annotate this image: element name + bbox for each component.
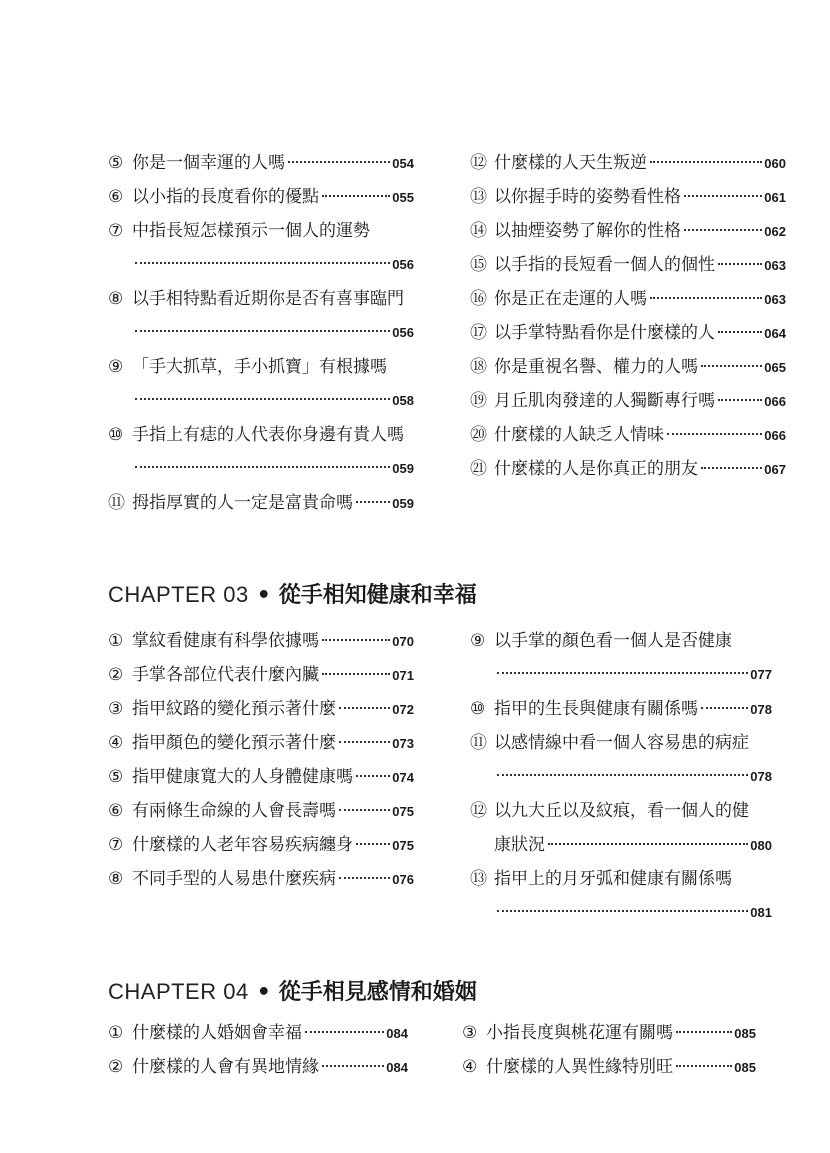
entry-page: 065 — [764, 360, 786, 375]
entry-title: 以手指的長短看一個人的個性 — [494, 255, 715, 275]
entry-page: 072 — [392, 702, 414, 717]
toc-entry[interactable] — [470, 418, 786, 452]
entry-page: 071 — [392, 668, 414, 683]
entry-title: 「手大抓草，手小抓寶」有根據嗎 — [132, 357, 387, 377]
entry-title: 什麼樣的人婚姻會幸福 — [132, 1023, 302, 1043]
entry-number: ② — [108, 665, 124, 685]
entry-number: ⑧ — [108, 289, 124, 309]
entry-title: 你是正在走運的人嗎 — [494, 289, 647, 309]
entry-page: 063 — [764, 258, 786, 273]
entry-page: 084 — [386, 1060, 408, 1075]
entry-page: 077 — [750, 667, 772, 682]
entry-number: ⑦ — [108, 835, 124, 855]
chapter-title: 從手相見感情和婚姻 — [278, 979, 477, 1005]
entry-page: 067 — [764, 462, 786, 477]
entry-title: 什麼樣的人缺乏人情味 — [494, 425, 664, 445]
entry-number: ⑥ — [108, 187, 124, 207]
dot-leader — [356, 775, 390, 777]
toc-entry[interactable] — [108, 692, 414, 726]
entry-title: 以你握手時的姿勢看性格 — [494, 187, 681, 207]
entry-page: 059 — [392, 496, 414, 511]
entry-title: 你是重視名譽、權力的人嗎 — [494, 357, 698, 377]
entry-number: ⑭ — [470, 221, 487, 241]
toc-entry[interactable] — [108, 760, 414, 794]
entry-title: 手指上有痣的人代表你身邊有貴人嗎 — [132, 425, 404, 445]
entry-page: 056 — [392, 325, 414, 340]
toc-entry[interactable] — [470, 452, 786, 486]
toc-entry[interactable] — [470, 350, 786, 384]
entry-number: ⑧ — [108, 869, 124, 889]
dot-leader — [135, 262, 390, 264]
toc-section-02-right — [470, 146, 786, 486]
entry-number: ① — [108, 631, 124, 651]
dot-leader — [339, 741, 390, 743]
toc-entry[interactable] — [470, 180, 786, 214]
toc-entry[interactable] — [108, 1050, 408, 1084]
entry-page: 066 — [764, 394, 786, 409]
entry-page: 058 — [392, 393, 414, 408]
entry-number: ⑲ — [470, 391, 487, 411]
entry-title: 掌紋看健康有科學依據嗎 — [132, 631, 319, 651]
entry-number: ⑨ — [108, 357, 124, 377]
toc-entry[interactable] — [108, 418, 414, 452]
toc-entry[interactable] — [108, 828, 414, 862]
toc-entry[interactable] — [108, 180, 414, 214]
entry-page: 063 — [764, 292, 786, 307]
dot-leader — [497, 672, 748, 674]
entry-title: 拇指厚實的人一定是富貴命嗎 — [132, 493, 353, 513]
dot-leader — [718, 399, 762, 401]
toc-entry-continuation[interactable] — [108, 248, 414, 282]
entry-page: 080 — [750, 838, 772, 853]
entry-title-continued: 康狀況 — [494, 835, 545, 855]
toc-entry[interactable] — [108, 862, 414, 896]
dot-leader — [339, 877, 390, 879]
entry-title: 中指長短怎樣預示一個人的運勢 — [132, 221, 370, 241]
chapter-label: CHAPTER 03 — [108, 582, 249, 607]
entry-number: ⑱ — [470, 357, 487, 377]
entry-title: 指甲紋路的變化預示著什麼 — [132, 699, 336, 719]
entry-number: ⑦ — [108, 221, 124, 241]
dot-leader — [701, 365, 762, 367]
entry-title: 以抽煙姿勢了解你的性格 — [494, 221, 681, 241]
toc-entry[interactable] — [470, 862, 772, 896]
dot-leader — [288, 161, 390, 163]
entry-page: 078 — [750, 769, 772, 784]
entry-number: ⑤ — [108, 153, 124, 173]
entry-title: 小指長度與桃花運有關嗎 — [486, 1023, 673, 1043]
chapter-03-heading — [108, 578, 477, 609]
dot-leader — [701, 467, 762, 469]
entry-title: 什麼樣的人天生叛逆 — [494, 153, 647, 173]
dot-leader — [322, 1065, 384, 1067]
dot-leader — [339, 809, 390, 811]
entry-number: ⑤ — [108, 767, 124, 787]
entry-page: 076 — [392, 872, 414, 887]
entry-number: ⑯ — [470, 289, 487, 309]
toc-entry[interactable] — [108, 726, 414, 760]
dot-leader — [497, 774, 748, 776]
toc-entry[interactable] — [470, 384, 786, 418]
entry-page: 059 — [392, 461, 414, 476]
entry-title: 指甲的生長與健康有關係嗎 — [494, 699, 698, 719]
entry-number: ④ — [108, 733, 124, 753]
entry-number: ⑫ — [470, 801, 487, 821]
entry-number: ③ — [462, 1023, 478, 1043]
toc-entry[interactable] — [108, 1016, 408, 1050]
entry-title: 指甲健康寬大的人身體健康嗎 — [132, 767, 353, 787]
dot-leader — [322, 639, 390, 641]
toc-entry[interactable] — [108, 282, 414, 316]
entry-number: ⑬ — [470, 187, 487, 207]
dot-leader — [650, 161, 762, 163]
dot-leader — [684, 195, 762, 197]
entry-number: ⑬ — [470, 869, 487, 889]
entry-page: 084 — [386, 1026, 408, 1041]
entry-title: 什麼樣的人會有異地情緣 — [132, 1057, 319, 1077]
dot-leader — [356, 843, 390, 845]
chapter-label: CHAPTER 04 — [108, 979, 249, 1004]
toc-chapter-03-right — [470, 624, 772, 930]
entry-title: 什麼樣的人老年容易疾病纏身 — [132, 835, 353, 855]
entry-title: 月丘肌肉發達的人獨斷專行嗎 — [494, 391, 715, 411]
entry-title: 手掌各部位代表什麼內臟 — [132, 665, 319, 685]
toc-entry-continuation[interactable] — [470, 896, 772, 930]
dot-leader — [322, 673, 390, 675]
entry-number: ⑩ — [108, 425, 124, 445]
dot-leader — [667, 433, 762, 435]
toc-entry[interactable] — [462, 1016, 756, 1050]
toc-entry[interactable] — [470, 146, 786, 180]
toc-entry[interactable] — [470, 282, 786, 316]
entry-number: ㉑ — [470, 459, 487, 479]
toc-entry[interactable] — [470, 794, 772, 828]
entry-title: 你是一個幸運的人嗎 — [132, 153, 285, 173]
entry-title: 不同手型的人易患什麼疾病 — [132, 869, 336, 889]
toc-chapter-04-right — [462, 1016, 756, 1084]
dot-leader — [135, 330, 390, 332]
entry-number: ③ — [108, 699, 124, 719]
toc-entry[interactable] — [470, 692, 772, 726]
dot-leader — [718, 331, 762, 333]
entry-number: ⑩ — [470, 699, 486, 719]
dot-leader — [676, 1031, 732, 1033]
toc-entry[interactable] — [470, 726, 772, 760]
dot-leader — [650, 297, 762, 299]
entry-number: ⑥ — [108, 801, 124, 821]
entry-page: 075 — [392, 838, 414, 853]
entry-page: 081 — [750, 905, 772, 920]
entry-page: 073 — [392, 736, 414, 751]
entry-number: ⑳ — [470, 425, 487, 445]
toc-entry[interactable] — [470, 248, 786, 282]
entry-number: ⑪ — [470, 733, 487, 753]
entry-title: 指甲上的月牙弧和健康有關係嗎 — [494, 869, 732, 889]
dot-leader — [548, 843, 748, 845]
chapter-title: 從手相知健康和幸福 — [278, 582, 477, 608]
entry-number: ⑨ — [470, 631, 486, 651]
dot-leader — [135, 466, 390, 468]
entry-title: 以小指的長度看你的優點 — [132, 187, 319, 207]
dot-leader — [718, 263, 762, 265]
entry-page: 085 — [734, 1026, 756, 1041]
entry-title: 什麼樣的人是你真正的朋友 — [494, 459, 698, 479]
entry-page: 070 — [392, 634, 414, 649]
entry-page: 062 — [764, 224, 786, 239]
chapter-separator: • — [256, 980, 271, 1005]
entry-page: 085 — [734, 1060, 756, 1075]
entry-page: 066 — [764, 428, 786, 443]
entry-title: 有兩條生命線的人會長壽嗎 — [132, 801, 336, 821]
chapter-separator: • — [256, 583, 271, 608]
dot-leader — [701, 707, 748, 709]
dot-leader — [322, 195, 390, 197]
entry-page: 078 — [750, 702, 772, 717]
toc-entry[interactable] — [108, 794, 414, 828]
toc-entry-continuation[interactable] — [470, 828, 772, 862]
chapter-04-heading — [108, 975, 477, 1006]
toc-entry[interactable] — [108, 350, 414, 384]
entry-title: 以九大丘以及紋痕，看一個人的健 — [494, 801, 749, 821]
toc-entry[interactable] — [108, 146, 414, 180]
toc-entry-continuation[interactable] — [108, 316, 414, 350]
entry-number: ① — [108, 1023, 124, 1043]
toc-entry-continuation[interactable] — [108, 452, 414, 486]
toc-entry-continuation[interactable] — [108, 384, 414, 418]
entry-number: ④ — [462, 1057, 478, 1077]
toc-entry[interactable] — [108, 658, 414, 692]
toc-entry[interactable] — [108, 624, 414, 658]
toc-chapter-04-left — [108, 1016, 408, 1084]
entry-title: 指甲顏色的變化預示著什麼 — [132, 733, 336, 753]
entry-number: ② — [108, 1057, 124, 1077]
toc-entry[interactable] — [108, 214, 414, 248]
entry-title: 以手掌的顏色看一個人是否健康 — [494, 631, 732, 651]
entry-page: 064 — [764, 326, 786, 341]
dot-leader — [305, 1031, 384, 1033]
dot-leader — [356, 501, 390, 503]
dot-leader — [676, 1065, 732, 1067]
toc-entry-continuation[interactable] — [470, 658, 772, 692]
toc-section-02-left — [108, 146, 414, 520]
entry-number: ⑮ — [470, 255, 487, 275]
entry-title: 以感情線中看一個人容易患的病症 — [494, 733, 749, 753]
toc-chapter-03-left — [108, 624, 414, 896]
toc-entry[interactable] — [470, 316, 786, 350]
entry-title: 什麼樣的人異性緣特別旺 — [486, 1057, 673, 1077]
entry-title: 以手相特點看近期你是否有喜事臨門 — [132, 289, 404, 309]
dot-leader — [684, 229, 762, 231]
entry-page: 074 — [392, 770, 414, 785]
entry-page: 055 — [392, 190, 414, 205]
entry-page: 060 — [764, 156, 786, 171]
entry-page: 075 — [392, 804, 414, 819]
entry-title: 以手掌特點看你是什麼樣的人 — [494, 323, 715, 343]
toc-entry[interactable] — [108, 486, 414, 520]
entry-number: ⑫ — [470, 153, 487, 173]
entry-number: ⑰ — [470, 323, 487, 343]
dot-leader — [497, 910, 748, 912]
toc-entry[interactable] — [470, 624, 772, 658]
entry-page: 054 — [392, 156, 414, 171]
dot-leader — [135, 398, 390, 400]
entry-page: 056 — [392, 257, 414, 272]
toc-entry[interactable] — [470, 214, 786, 248]
entry-page: 061 — [764, 190, 786, 205]
dot-leader — [339, 707, 390, 709]
entry-number: ⑪ — [108, 493, 125, 513]
toc-entry[interactable] — [462, 1050, 756, 1084]
toc-entry-continuation[interactable] — [470, 760, 772, 794]
